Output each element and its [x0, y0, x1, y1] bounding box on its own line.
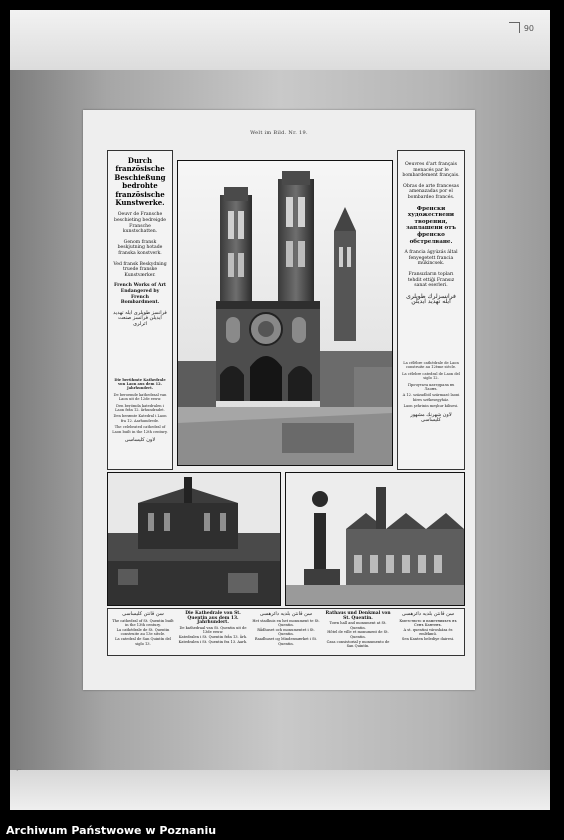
bottom-caption-line: Het stadhuis en het monument te St. Quentin.: [252, 618, 320, 628]
frame-number: 90: [523, 24, 534, 33]
st-quentin-cathedral-photo: [107, 472, 281, 606]
left-caption: De beroemde kathedraal van Laon uit de 12de eeuw.: [113, 392, 167, 402]
bottom-caption: [112, 612, 174, 646]
left-paragraph: Ved fransk Beskydning truede franske Kunstværker.: [113, 261, 167, 278]
bottom-caption-arabic: سن قانتن كليساسى: [122, 611, 164, 617]
film-bottom-band: [10, 770, 550, 810]
bottom-caption-line: La cathédrale de St. Quentin construite au 13e siècle.: [116, 627, 170, 637]
sheet-header: Welt im Bild. Nr. 19.: [250, 130, 308, 136]
bottom-caption-arabic: سن قانتن بلديه دائرهسى: [401, 611, 455, 617]
right-paragraph: Obras de arte francesas amenazadas por el bombardeo francés.: [403, 183, 459, 200]
right-caption: Прочутата катедрала въ Лаонъ.: [407, 382, 455, 391]
left-arabic-caption: لاون كليساسى: [124, 437, 156, 443]
bottom-caption-line: Casa consistorial y monumento de San Quintín.: [326, 639, 390, 649]
newspaper-sheet: [83, 110, 475, 690]
bottom-caption-line: Katedralen i St. Quentin fra 13. Aarh.: [178, 639, 248, 644]
st-quentin-town-hall-photo: [285, 472, 465, 606]
right-paragraph: Fransızların topları tehdit ettiği Fransız sanat eserleri.: [407, 271, 455, 289]
right-arabic-caption: لاون شهرنك مشهور كليساسى: [410, 411, 452, 424]
bottom-caption: [252, 612, 320, 646]
bottom-caption: [324, 612, 392, 649]
left-paragraph-english: French Works of Art Endangered by French Bombardment.: [114, 283, 166, 306]
left-paragraph: Oeuvr de Fransche beschieting bedreigde Fransche kunstschatten.: [114, 212, 166, 235]
film-edge-mark: ⌐: [16, 766, 22, 774]
left-headline: Durch französische Beschießung bedrohte französische Kunstwerke.: [114, 156, 166, 208]
st-quentin-cathedral-illustration: [108, 473, 280, 605]
town-hall-illustration: [286, 473, 464, 605]
right-text-column: [397, 150, 465, 470]
left-caption: The celebrated cathedral of Laon built in the 12th century.: [112, 425, 168, 434]
left-paragraph: Genom fransk beskjutning hotade franska konstverk.: [117, 239, 163, 256]
bottom-caption-line: Кметството и паметникътъ въ Сенъ Кантенъ.: [399, 618, 457, 628]
right-caption: A 12. századból származó laoni híres székesegyház.: [402, 393, 460, 402]
left-caption: Den berömda katedralen i Laon från 12. århundradet.: [115, 403, 165, 412]
archive-footer: [0, 822, 564, 840]
bottom-caption-line: Katedralen i St. Quentin från 13. årh.: [178, 634, 248, 639]
bottom-caption-line: A st. quentini városháza és emlékmű.: [403, 627, 453, 637]
right-caption: Laon şehrinin meşhur kilisesi.: [403, 404, 459, 409]
laon-cathedral-photo: [177, 160, 393, 466]
right-caption: La célebre catedral de Laon del siglo 12.: [402, 371, 460, 381]
right-paragraph: A francia ágyúzás által fenyegetett francia műkincsek.: [404, 250, 458, 267]
bottom-caption-title: Rathaus und Denkmal von St. Quentin.: [325, 611, 391, 621]
bottom-caption-line: The cathedral of St. Quentin built in the 13th century.: [112, 618, 174, 628]
bottom-caption-line: La catedral de San Quintín del siglo 13.: [115, 636, 171, 646]
right-paragraph-bulgarian: Френски художествени творения, заплашени отъ френско обстрелване.: [405, 205, 457, 245]
frame-corner-mark: [509, 22, 520, 33]
bottom-caption: [396, 612, 460, 642]
archive-name: Archiwum Państwowe w Poznaniu: [6, 824, 217, 837]
left-arabic-text: فرانسز طوپلرى ايله تهديد ايديلن فرانسز صنعت اثرلرى: [113, 309, 167, 327]
bottom-caption: [178, 612, 248, 644]
right-paragraph: Oeuvres d'art français menacés par le bombardement français.: [402, 162, 460, 179]
bottom-caption-line: Sen Kanten belediye dairesi.: [401, 636, 455, 641]
bottom-caption-arabic: سن قانتن بلديه دائرهسى: [259, 611, 313, 617]
left-caption: Die berühmte Kathedrale von Laon aus dem 12. Jahrhundert.: [114, 377, 166, 391]
page-content: [107, 150, 463, 660]
bottom-caption-line: Hôtel de ville et monument de St. Quentin.: [327, 630, 389, 639]
left-text-column: [107, 150, 173, 470]
bottom-caption-line: Raadhuset og Mindesmærket i St. Quentin.: [254, 636, 318, 646]
cathedral-illustration: [178, 161, 392, 465]
bottom-caption-line: Rådhuset och monumentet i St. Quentin.: [257, 627, 315, 637]
film-top-band: [10, 10, 550, 70]
bottom-caption-title: Die Kathedrale von St. Quentin aus dem 13. Jahrhundert.: [185, 611, 241, 626]
right-arabic-text: فرانسزلرك طوپلرى ايله تهديد ايديلن: [406, 292, 456, 306]
right-caption: La célèbre cathédrale de Laon construite au 12ème siècle.: [403, 360, 459, 370]
bottom-caption-line: De kathedraal van St. Quentin uit de 13de eeuw.: [179, 625, 247, 635]
left-caption: Den berømte Katedral i Laon fra 12. Aarhundrede.: [113, 414, 167, 423]
bottom-caption-line: Town hall and monument at St. Quentin.: [329, 621, 387, 630]
bottom-caption-band: [107, 608, 465, 656]
